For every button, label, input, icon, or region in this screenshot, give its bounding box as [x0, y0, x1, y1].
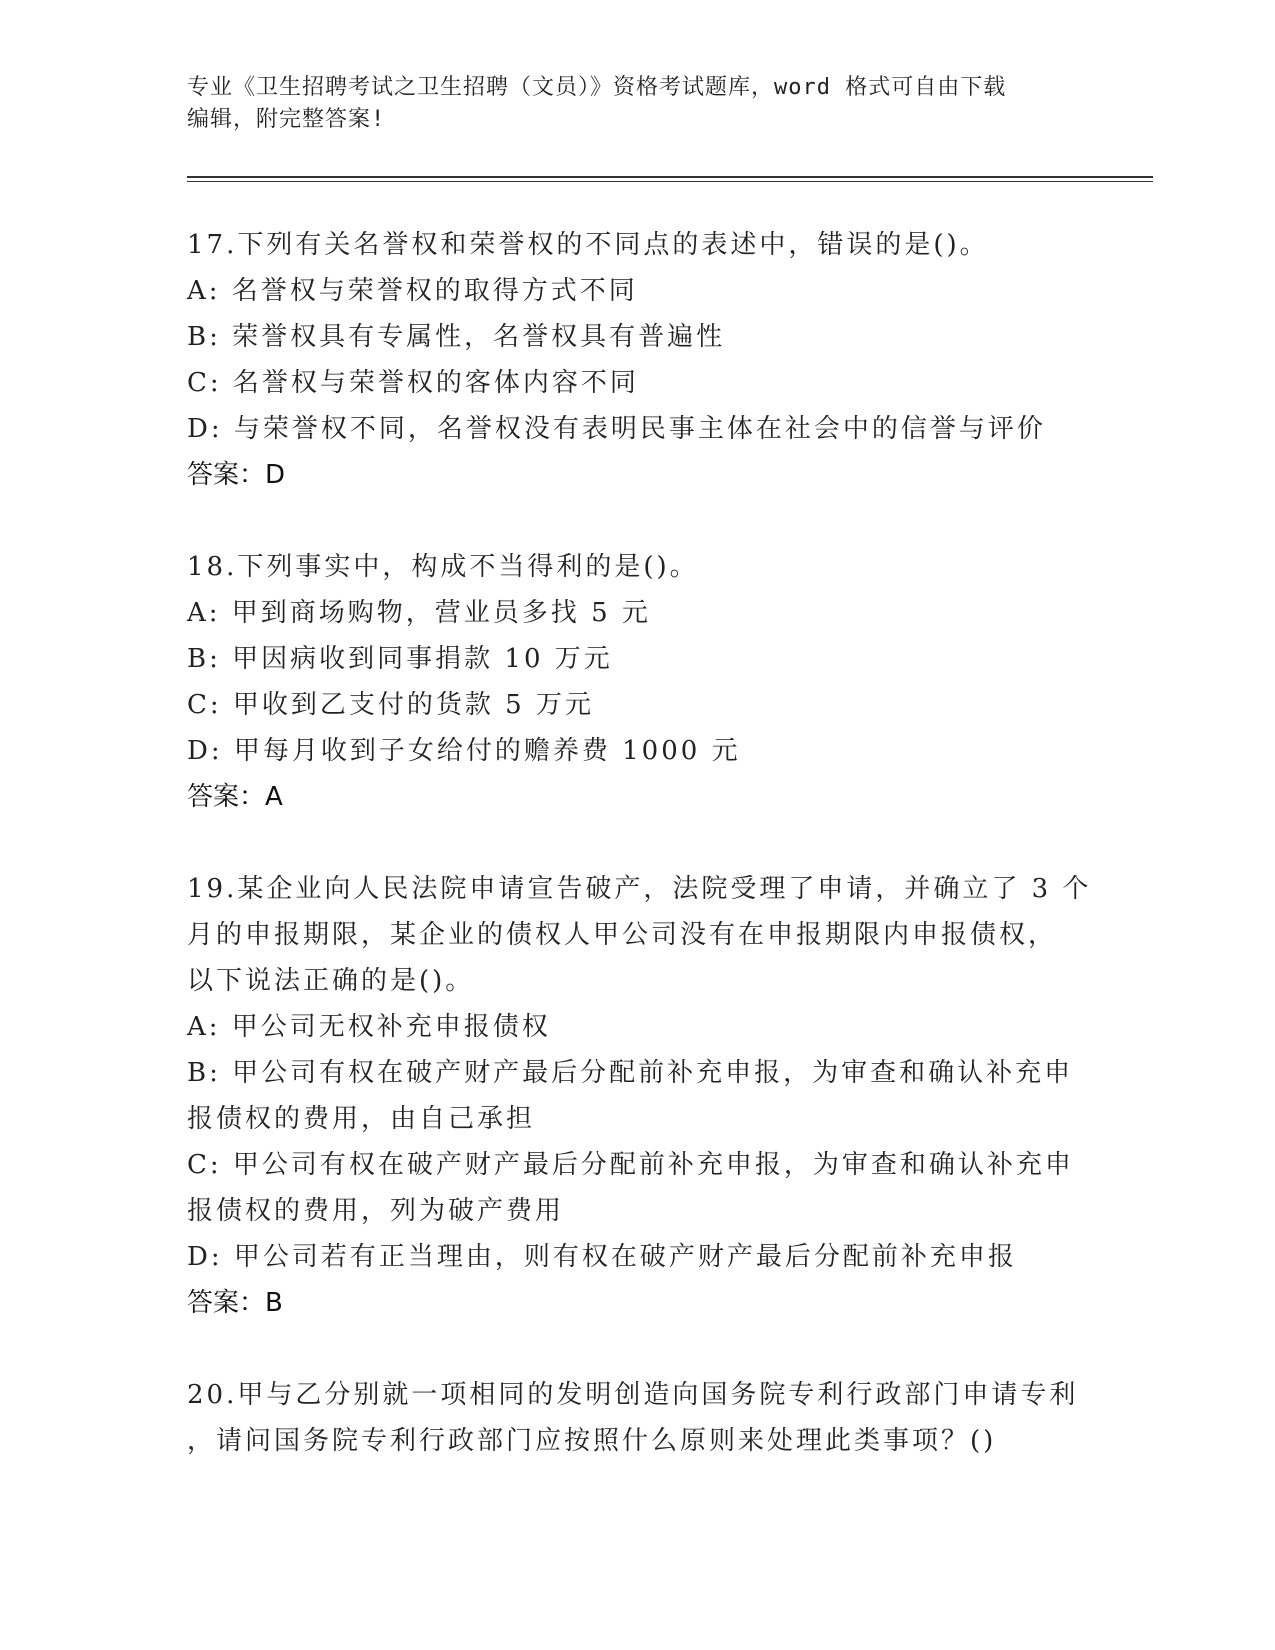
question-stem-line: ，请问国务院专利行政部门应按照什么原则来处理此类事项？() [187, 1426, 997, 1456]
header-line-1: 专业《卫生招聘考试之卫生招聘（文员）》资格考试题库，word 格式可自由下载 [187, 75, 1007, 100]
option-line: A: 甲到商场购物，营业员多找 5 元 [187, 598, 651, 628]
question-stem-line: 以下说法正确的是()。 [187, 966, 475, 996]
question-block [187, 222, 1087, 498]
document-header [187, 72, 1067, 136]
answer-line: 答案：A [187, 782, 283, 812]
question-stem-line: 20.甲与乙分别就一项相同的发明创造向国务院专利行政部门申请专利 [187, 1380, 1079, 1410]
option-line: C: 甲公司有权在破产财产最后分配前补充申报，为审查和确认补充申 [187, 1150, 1074, 1180]
option-line: C: 名誉权与荣誉权的客体内容不同 [187, 368, 639, 398]
question-stem-line: 18.下列事实中，构成不当得利的是()。 [187, 552, 699, 582]
header-rule-thin [187, 181, 1153, 182]
question-list [187, 222, 1092, 1464]
option-line: D: 甲每月收到子女给付的赡养费 1000 元 [187, 736, 741, 766]
option-line: C: 甲收到乙支付的货款 5 万元 [187, 690, 594, 720]
option-line: A: 甲公司无权补充申报债权 [187, 1012, 551, 1042]
option-line: D: 甲公司若有正当理由，则有权在破产财产最后分配前补充申报 [187, 1242, 1017, 1272]
question-stem-line: 19.某企业向人民法院申请宣告破产，法院受理了申请，并确立了 3 个 [187, 874, 1092, 904]
option-line: B: 荣誉权具有专属性，名誉权具有普遍性 [187, 322, 726, 352]
question-block [187, 1372, 1087, 1464]
question-stem-line: 17.下列有关名誉权和荣誉权的不同点的表述中，错误的是()。 [187, 230, 989, 260]
question-block [187, 544, 1087, 820]
option-line: B: 甲因病收到同事捐款 10 万元 [187, 644, 613, 674]
option-line: 报债权的费用，列为破产费用 [187, 1196, 565, 1226]
option-line: 报债权的费用，由自己承担 [187, 1104, 536, 1134]
question-spacer [187, 820, 1087, 866]
question-stem-line: 月的申报期限，某企业的债权人甲公司没有在申报期限内申报债权， [187, 920, 1058, 950]
option-line: B: 甲公司有权在破产财产最后分配前补充申报，为审查和确认补充申 [187, 1058, 1074, 1088]
header-line-2: 编辑，附完整答案! [187, 107, 386, 132]
header-rule [187, 176, 1153, 178]
question-block [187, 866, 1092, 1326]
answer-line: 答案：B [187, 1288, 283, 1318]
option-line: A: 名誉权与荣誉权的取得方式不同 [187, 276, 638, 306]
answer-line: 答案：D [187, 460, 286, 490]
question-spacer [187, 498, 1087, 544]
question-spacer [187, 1326, 1087, 1372]
option-line: D: 与荣誉权不同，名誉权没有表明民事主体在社会中的信誉与评价 [187, 414, 1046, 444]
